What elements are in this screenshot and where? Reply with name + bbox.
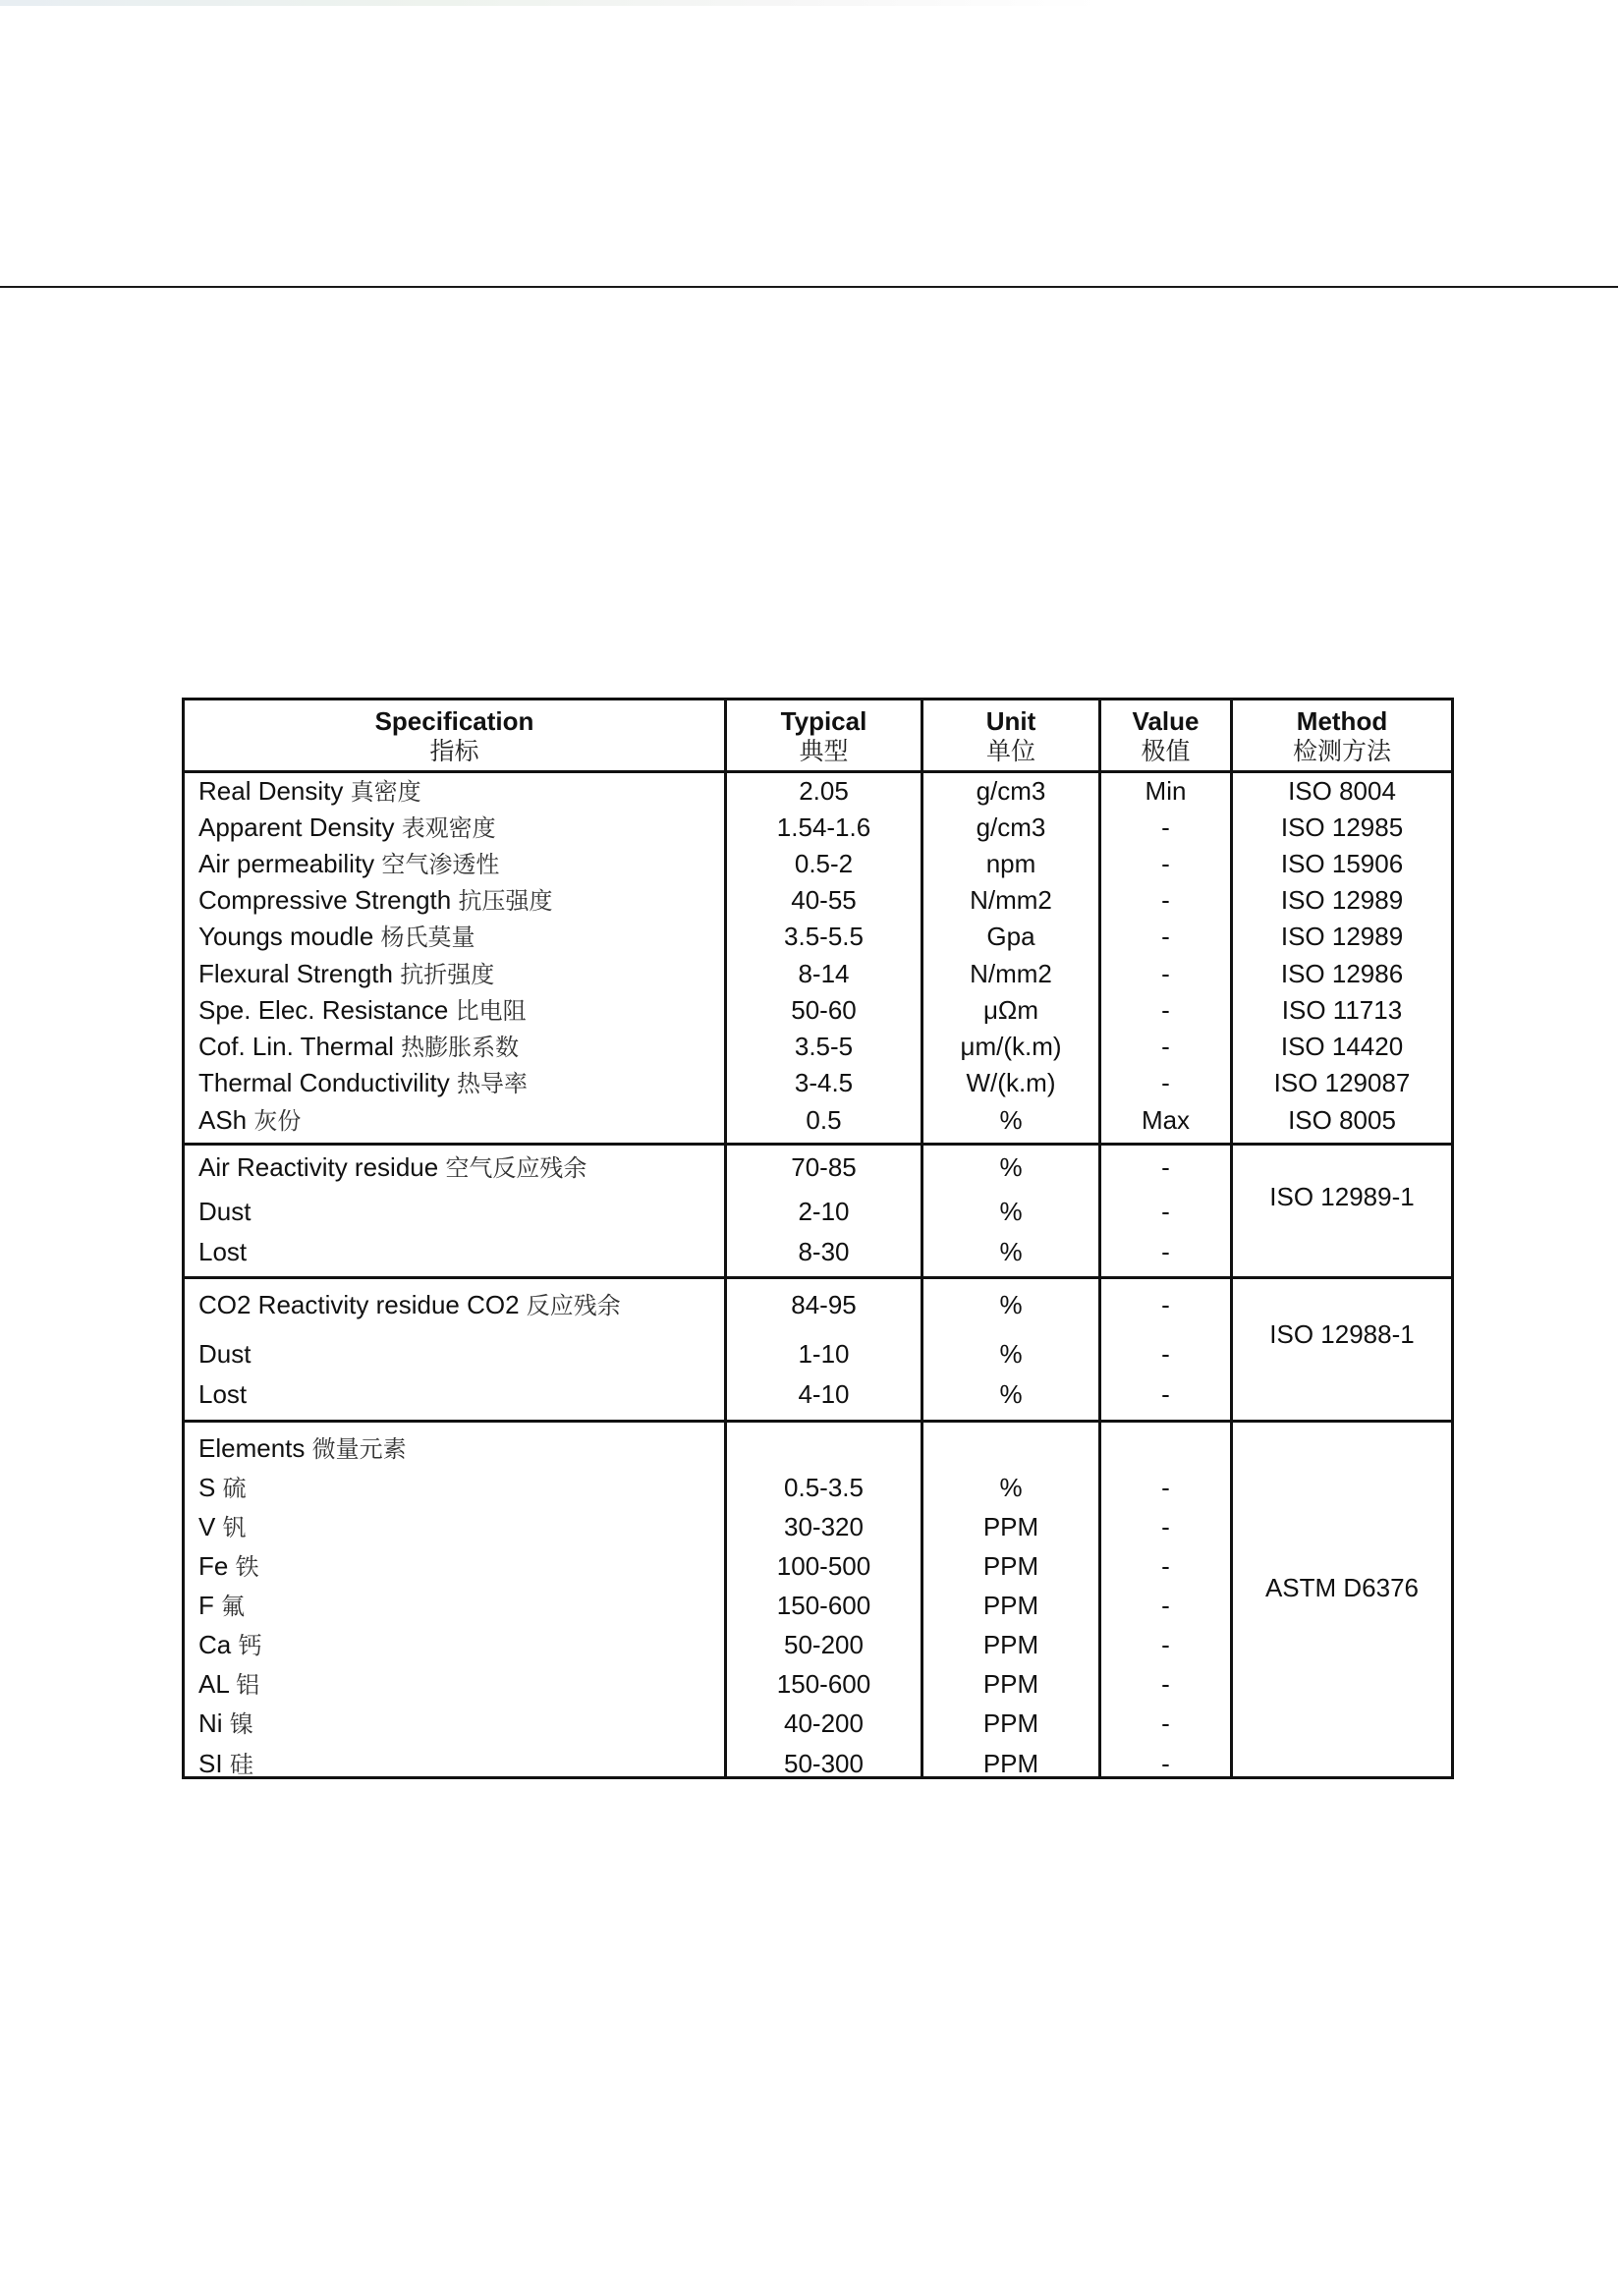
- specification-en: Dust: [198, 1197, 251, 1226]
- cell-typical: 0.5-2: [794, 849, 854, 878]
- section-divider: [185, 1420, 1451, 1423]
- header-specification-en: Specification: [374, 706, 534, 736]
- cell-typical: 50-300: [784, 1749, 864, 1778]
- cell-value: -: [1161, 922, 1170, 951]
- table-row: [185, 1669, 1451, 1699]
- cell-specification: [198, 995, 527, 1026]
- specification-en: Youngs moudle: [198, 922, 374, 951]
- cell-method: ISO 11713: [1281, 995, 1403, 1025]
- header-method-en: Method: [1296, 706, 1388, 736]
- cell-value: -: [1161, 812, 1170, 842]
- cell-unit: %: [999, 1379, 1023, 1409]
- cell-method: ISO 15906: [1280, 849, 1404, 878]
- cell-typical: 8-14: [798, 959, 850, 988]
- specification-en: Real Density: [198, 776, 351, 806]
- table-row: [185, 849, 1451, 878]
- specification-zh: 比电阻: [455, 997, 527, 1025]
- cell-value: -: [1161, 1152, 1170, 1182]
- cell-method: ISO 12989: [1280, 922, 1404, 951]
- specification-en: Fe: [198, 1551, 229, 1581]
- cell-unit: PPM: [982, 1708, 1039, 1738]
- cell-specification: [198, 1630, 261, 1660]
- cell-typical: 70-85: [791, 1152, 857, 1182]
- cell-typical: 2-10: [798, 1197, 850, 1226]
- table-row: [185, 885, 1451, 915]
- header-divider: [185, 770, 1451, 773]
- cell-unit: PPM: [982, 1749, 1039, 1778]
- specification-en: Apparent Density: [198, 812, 395, 842]
- specification-en: CO2 Reactivity residue CO2: [198, 1290, 520, 1319]
- specification-en: F: [198, 1591, 214, 1620]
- cell-unit: %: [999, 1105, 1023, 1135]
- header-specification: [185, 706, 724, 767]
- header-divider-rule: [0, 286, 1618, 288]
- header-specification-zh: 指标: [429, 737, 479, 765]
- specification-zh: 氟: [221, 1593, 246, 1620]
- cell-typical: 3-4.5: [794, 1068, 854, 1097]
- specification-en: AL: [198, 1669, 229, 1699]
- cell-method: ISO 12986: [1280, 959, 1404, 988]
- cell-specification: [198, 885, 552, 916]
- cell-specification: [198, 1749, 253, 1779]
- cell-unit: N/mm2: [970, 885, 1052, 915]
- cell-unit: N/mm2: [970, 959, 1052, 988]
- cell-value: -: [1161, 885, 1170, 915]
- cell-specification: [198, 849, 499, 879]
- specification-en: Flexural Strength: [198, 959, 393, 988]
- cell-value: -: [1161, 1512, 1170, 1541]
- cell-value: -: [1161, 1379, 1170, 1409]
- table-row: [185, 776, 1451, 806]
- cell-specification: [198, 1473, 247, 1503]
- cell-typical: 3.5-5.5: [784, 922, 864, 951]
- cell-method: ISO 12985: [1280, 812, 1404, 842]
- cell-value: -: [1161, 959, 1170, 988]
- cell-unit: μm/(k.m): [960, 1032, 1062, 1061]
- cell-specification: [198, 1591, 245, 1621]
- specification-zh: 空气反应残余: [445, 1154, 587, 1182]
- specification-en: Lost: [198, 1237, 248, 1266]
- cell-value: -: [1161, 1237, 1170, 1266]
- header-typical-zh: 典型: [799, 737, 849, 765]
- cell-specification: [198, 1068, 528, 1098]
- cell-typical: 0.5-3.5: [784, 1473, 864, 1502]
- specification-en: ASh: [198, 1105, 248, 1135]
- cell-method: ISO 8004: [1288, 776, 1396, 806]
- cell-unit: g/cm3: [976, 776, 1046, 806]
- specification-zh: 铁: [235, 1553, 259, 1581]
- table-row: [185, 1105, 1451, 1135]
- cell-typical: 1-10: [798, 1339, 850, 1369]
- specification-zh: 钙: [238, 1632, 262, 1659]
- specification-zh: 灰份: [253, 1107, 302, 1135]
- cell-typical: 50-200: [784, 1630, 864, 1659]
- table-row: [185, 1551, 1451, 1581]
- specification-zh: 反应残余: [526, 1292, 621, 1319]
- cell-typical: 84-95: [791, 1290, 857, 1319]
- cell-value: -: [1161, 1032, 1170, 1061]
- specification-zh: 热导率: [456, 1070, 528, 1097]
- cell-unit: g/cm3: [976, 812, 1046, 842]
- table-row: [185, 1237, 1451, 1266]
- table-row: [185, 1708, 1451, 1738]
- cell-method: ISO 14420: [1280, 1032, 1404, 1061]
- specification-en: Ca: [198, 1630, 232, 1659]
- cell-typical: 30-320: [784, 1512, 864, 1541]
- table-row: [185, 922, 1451, 951]
- cell-specification: [198, 1708, 253, 1739]
- table-row: [185, 1152, 1451, 1182]
- cell-method: ISO 8005: [1288, 1105, 1396, 1135]
- table-row: [185, 1379, 1451, 1409]
- cell-specification: [198, 922, 475, 952]
- header-unit-en: Unit: [985, 706, 1036, 736]
- cell-unit: npm: [985, 849, 1036, 878]
- cell-unit: %: [999, 1290, 1023, 1319]
- cell-value: -: [1161, 1068, 1170, 1097]
- header-typical: [727, 706, 921, 767]
- table-row: [185, 1512, 1451, 1541]
- header-typical-en: Typical: [780, 706, 867, 736]
- cell-specification: [198, 1669, 259, 1700]
- specification-en: Air permeability: [198, 849, 375, 878]
- table-row: [185, 1749, 1451, 1778]
- specification-en: V: [198, 1512, 216, 1541]
- cell-specification: [198, 1152, 587, 1183]
- cell-typical: 50-60: [791, 995, 857, 1025]
- cell-specification: [198, 1379, 247, 1410]
- top-scan-artifact: [0, 0, 1100, 6]
- cell-unit: PPM: [982, 1591, 1039, 1620]
- cell-typical: 8-30: [798, 1237, 850, 1266]
- cell-value: -: [1161, 849, 1170, 878]
- cell-unit: PPM: [982, 1512, 1039, 1541]
- cell-unit: PPM: [982, 1630, 1039, 1659]
- cell-value: -: [1161, 1591, 1170, 1620]
- cell-unit: W/(k.m): [966, 1068, 1056, 1097]
- table-row: [185, 1032, 1451, 1061]
- table-row: [185, 995, 1451, 1025]
- cell-specification: [198, 959, 494, 989]
- cell-value: -: [1161, 1669, 1170, 1699]
- cell-specification: [198, 1032, 519, 1062]
- specification-zh: 钒: [222, 1514, 247, 1541]
- cell-specification: [198, 1551, 259, 1582]
- specification-zh: 铝: [236, 1671, 260, 1699]
- cell-specification: [198, 812, 496, 843]
- specification-en: Air Reactivity residue: [198, 1152, 439, 1182]
- header-method-zh: 检测方法: [1292, 737, 1391, 765]
- table-row: [185, 1473, 1451, 1502]
- specification-en: Ni: [198, 1708, 223, 1738]
- specification-zh: 空气渗透性: [381, 851, 500, 878]
- specification-en: Thermal Conductivility: [198, 1068, 450, 1097]
- cell-typical: 0.5: [806, 1105, 842, 1135]
- cell-typical: 150-600: [776, 1591, 871, 1620]
- specification-zh: 真密度: [350, 778, 421, 806]
- cell-unit: %: [999, 1473, 1023, 1502]
- specification-en: Compressive Strength: [198, 885, 452, 915]
- table-row: [185, 1591, 1451, 1620]
- cell-value: -: [1161, 1197, 1170, 1226]
- cell-unit: Gpa: [986, 922, 1035, 951]
- cell-unit: %: [999, 1152, 1023, 1182]
- specification-zh: 热膨胀系数: [401, 1034, 520, 1061]
- specification-en: S: [198, 1473, 216, 1502]
- table-row: [185, 1197, 1451, 1226]
- header-method: [1233, 706, 1451, 767]
- cell-specification: [198, 1105, 301, 1136]
- cell-unit: μΩm: [982, 995, 1039, 1025]
- cell-typical: 3.5-5: [794, 1032, 854, 1061]
- specification-zh: 镍: [229, 1710, 253, 1738]
- header-unit: [923, 706, 1098, 767]
- cell-typical: 1.54-1.6: [776, 812, 871, 842]
- specification-en: Lost: [198, 1379, 248, 1409]
- cell-specification: [198, 1290, 621, 1320]
- cell-value: -: [1161, 1749, 1170, 1778]
- cell-specification: [198, 1237, 247, 1267]
- cell-specification: [198, 1512, 247, 1542]
- header-unit-zh: 单位: [985, 737, 1035, 765]
- specification-en: SI: [198, 1749, 223, 1778]
- elements-title-en: Elements: [198, 1433, 306, 1463]
- method-section3: ISO 12988-1: [1269, 1319, 1415, 1349]
- cell-unit: %: [999, 1339, 1023, 1369]
- table-row: [185, 959, 1451, 988]
- section-divider: [185, 1276, 1451, 1279]
- elements-title-zh: 微量元素: [311, 1435, 407, 1463]
- cell-unit: PPM: [982, 1551, 1039, 1581]
- cell-value: -: [1161, 1339, 1170, 1369]
- cell-typical: 40-55: [791, 885, 857, 915]
- specification-zh: 抗压强度: [458, 887, 553, 915]
- cell-typical: 4-10: [798, 1379, 850, 1409]
- method-section4: ASTM D6376: [1264, 1573, 1420, 1602]
- table-row: [185, 1339, 1451, 1369]
- cell-unit: %: [999, 1197, 1023, 1226]
- specification-zh: 杨氏莫量: [380, 924, 475, 951]
- cell-value: -: [1161, 1290, 1170, 1319]
- method-section2: ISO 12989-1: [1269, 1182, 1415, 1211]
- specification-en: Spe. Elec. Resistance: [198, 995, 449, 1025]
- cell-typical: 2.05: [799, 776, 849, 806]
- cell-method: ISO 129087: [1273, 1068, 1411, 1097]
- specification-en: Dust: [198, 1339, 251, 1369]
- cell-value: -: [1161, 1473, 1170, 1502]
- header-value-en: Value: [1132, 706, 1200, 736]
- table-row: [185, 1630, 1451, 1659]
- cell-specification: [198, 776, 421, 807]
- cell-typical: 40-200: [784, 1708, 864, 1738]
- specification-zh: 硫: [222, 1475, 247, 1502]
- cell-unit: PPM: [982, 1669, 1039, 1699]
- cell-value: -: [1161, 995, 1170, 1025]
- elements-title: [198, 1433, 407, 1464]
- cell-value: -: [1161, 1551, 1170, 1581]
- cell-typical: 150-600: [776, 1669, 871, 1699]
- specification-table: [182, 698, 1454, 1779]
- cell-typical: 100-500: [776, 1551, 871, 1581]
- specification-en: Cof. Lin. Thermal: [198, 1032, 394, 1061]
- specification-zh: 表观密度: [401, 814, 496, 842]
- table-row: [185, 1290, 1451, 1319]
- cell-unit: %: [999, 1237, 1023, 1266]
- cell-value: -: [1161, 1630, 1170, 1659]
- cell-method: ISO 12989: [1280, 885, 1404, 915]
- table-row: [185, 812, 1451, 842]
- header-value-zh: 极值: [1141, 737, 1191, 765]
- cell-value: Min: [1145, 776, 1187, 806]
- section-divider: [185, 1143, 1451, 1146]
- cell-specification: [198, 1339, 251, 1370]
- cell-specification: [198, 1197, 251, 1227]
- table-row: [185, 1068, 1451, 1097]
- header-value: [1101, 706, 1230, 767]
- cell-value: Max: [1141, 1105, 1191, 1135]
- cell-value: -: [1161, 1708, 1170, 1738]
- specification-zh: 抗折强度: [400, 961, 495, 988]
- specification-zh: 硅: [229, 1751, 253, 1778]
